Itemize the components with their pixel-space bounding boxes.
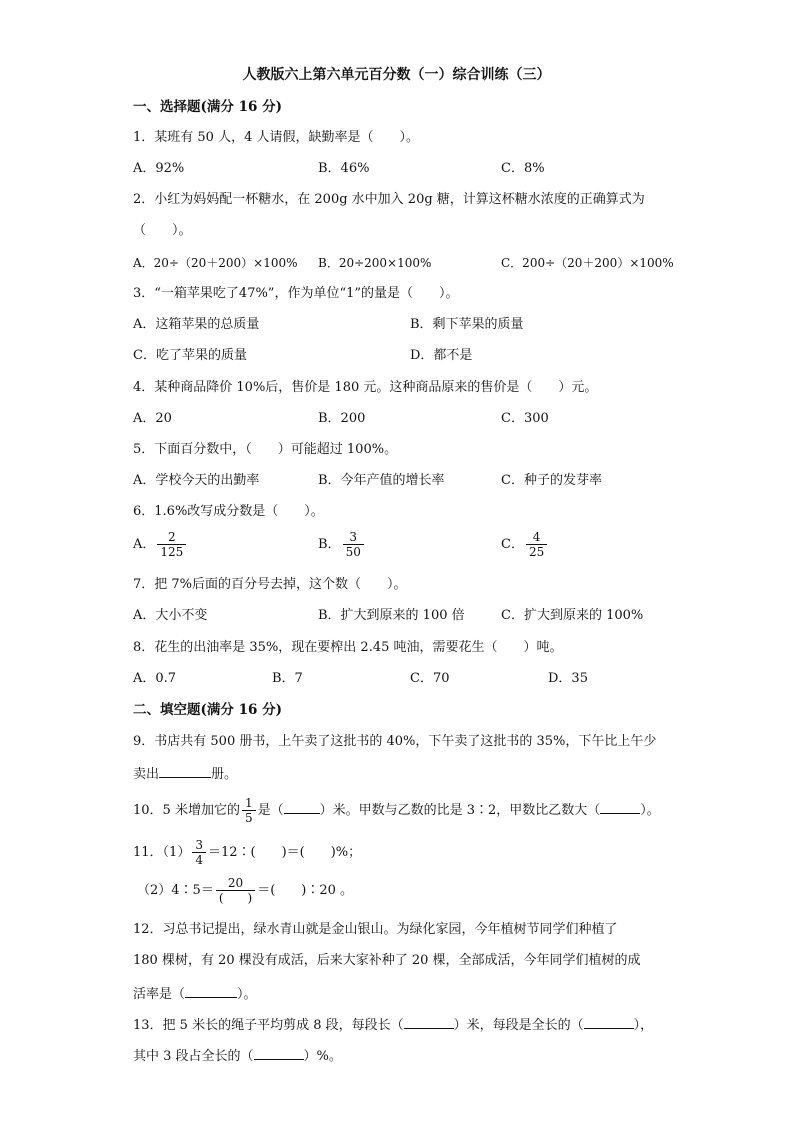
q6-option-a <box>133 530 188 559</box>
q12-answer-blank[interactable] <box>185 983 237 998</box>
question-11-part-1 <box>133 838 361 867</box>
question-2-line-1: 2．小红为妈妈配一杯糖水，在 200g 水中加入 20g 糖，计算这杯糖水浓度的正确算式为 <box>133 192 645 207</box>
q7-option-a: A．大小不变 <box>133 608 208 623</box>
q1-option-b: B．46% <box>318 161 370 176</box>
q13-part-3: ）， <box>633 1018 654 1033</box>
fraction-numerator: 4 <box>526 530 547 545</box>
section-fill-heading: 二、填空题(满分 16 分) <box>133 702 282 718</box>
q1-option-a: A．92% <box>133 161 185 176</box>
question-12-line-1: 12．习总书记提出，绿水青山就是金山银山。为绿化家园，今年植树节同学们种植了 <box>133 922 618 937</box>
q13-part-4: 其中 3 段占全长的（ <box>133 1049 254 1064</box>
question-5: 5．下面百分数中，（ ）可能超过 100%。 <box>133 442 398 457</box>
q10-fraction <box>242 796 256 825</box>
question-9-line-1: 9．书店共有 500 册书，上午卖了这批书的 40%，下午卖了这批书的 35%，下午比上午少 <box>133 734 657 749</box>
fraction-numerator: 1 <box>242 796 256 811</box>
q10-part-2: 是（ <box>257 803 284 818</box>
fraction-denominator: 25 <box>528 545 545 559</box>
q2-option-a: A．20÷（20＋200）×100% <box>133 256 298 270</box>
q6-option-b-label: B． <box>318 537 341 552</box>
q5-option-b: B．今年产值的增长率 <box>318 473 445 488</box>
q6-option-c-fraction <box>526 530 547 559</box>
fraction-numerator: 20 <box>216 876 255 891</box>
q10-part-1: 10．5 米增加它的 <box>133 803 240 818</box>
q13-blank-2[interactable] <box>584 1014 634 1029</box>
q11-1-prefix: 11．（1） <box>133 845 191 860</box>
q11-2-rest: ＝( )∶20 。 <box>257 883 354 898</box>
fraction-denominator: 125 <box>160 545 184 559</box>
fraction-numerator: 3 <box>343 530 364 545</box>
q13-part-5: ）%。 <box>303 1049 342 1064</box>
question-12-line-2: 180 棵树，有 20 棵没有成活，后来大家补种了 20 棵，全部成活，今年同学们植树的成 <box>133 953 641 968</box>
section-choice-heading: 一、选择题(满分 16 分) <box>133 99 282 115</box>
q7-option-c: C．扩大到原来的 100% <box>501 608 644 623</box>
page-title: 人教版六上第六单元百分数（一）综合训练（三） <box>242 67 551 83</box>
q8-option-a: A．0.7 <box>133 671 177 686</box>
q6-option-c <box>501 530 549 559</box>
q9-text-before-blank: 卖出 <box>133 767 160 782</box>
q6-option-b-fraction <box>343 530 364 559</box>
question-11-part-2 <box>137 876 353 905</box>
q6-option-b <box>318 530 366 559</box>
question-4: 4．某种商品降价 10%后，售价是 180 元。这种商品原来的售价是（ ）元。 <box>133 380 598 395</box>
q10-blank-1[interactable] <box>284 799 320 814</box>
fraction-numerator: 2 <box>157 530 186 545</box>
question-13-line-1 <box>133 1014 653 1036</box>
q6-option-a-fraction <box>157 530 186 559</box>
fraction-numerator: 3 <box>192 838 206 853</box>
question-12-line-3 <box>133 983 257 1005</box>
q8-option-d: D．35 <box>548 671 588 686</box>
q6-option-c-label: C． <box>501 537 524 552</box>
q1-option-c: C．8% <box>501 161 545 176</box>
q6-option-a-label: A． <box>133 537 156 552</box>
q4-option-a: A．20 <box>133 411 172 426</box>
q7-option-b: B．扩大到原来的 100 倍 <box>318 608 465 623</box>
question-8: 8．花生的出油率是 35%，现在要榨出 2.45 吨油，需要花生（ ）吨。 <box>133 640 563 655</box>
q11-1-rest: ＝12∶( )＝( )%； <box>207 845 362 860</box>
question-3: 3．“一箱苹果吃了47%”，作为单位“1”的量是（ ）。 <box>133 286 459 301</box>
q5-option-c: C．种子的发芽率 <box>501 473 602 488</box>
question-9-line-2 <box>133 763 237 785</box>
fraction-denominator: ( ) <box>218 891 253 905</box>
question-10 <box>133 796 660 825</box>
fraction-denominator: 4 <box>195 853 203 867</box>
q3-option-c: C．吃了苹果的质量 <box>133 348 247 363</box>
q9-answer-blank[interactable] <box>159 763 211 778</box>
q13-part-2: ）米，每段是全长的（ <box>453 1018 584 1033</box>
fraction-denominator: 5 <box>244 811 253 825</box>
q4-option-b: B．200 <box>318 411 366 426</box>
q5-option-a: A．学校今天的出勤率 <box>133 473 260 488</box>
fraction-denominator: 50 <box>345 545 361 559</box>
q4-option-c: C．300 <box>501 411 549 426</box>
q12-text-before-blank: 活率是（ <box>133 987 186 1002</box>
q10-part-3: ）米。甲数与乙数的比是 3∶2，甲数比乙数大（ <box>319 803 601 818</box>
q11-2-prefix: （2）4∶5＝ <box>137 883 214 898</box>
q13-part-1: 13．把 5 米长的绳子平均剪成 8 段，每段长（ <box>133 1018 404 1033</box>
q8-option-c: C．70 <box>410 671 450 686</box>
question-6: 6．1.6%改写成分数是（ ）。 <box>133 504 324 519</box>
q2-option-c: C．200÷（20＋200）×100% <box>501 256 674 270</box>
q3-option-d: D．都不是 <box>410 348 473 363</box>
q2-option-b: B．20÷200×100% <box>318 256 432 270</box>
q12-text-after-blank: ）。 <box>237 987 257 1002</box>
q3-option-a: A．这箱苹果的总质量 <box>133 317 260 332</box>
q3-option-b: B．剩下苹果的质量 <box>410 317 524 332</box>
q8-option-b: B．7 <box>272 671 303 686</box>
question-1: 1．某班有 50 人，4 人请假，缺勤率是（ ）。 <box>133 130 419 145</box>
q10-part-4: ）。 <box>640 803 660 818</box>
question-2-line-2: （ ）。 <box>133 223 192 238</box>
question-7: 7．把 7%后面的百分号去掉，这个数（ ）。 <box>133 577 407 592</box>
q10-blank-2[interactable] <box>600 799 640 814</box>
question-13-line-2 <box>133 1045 342 1067</box>
q9-text-after-blank: 册。 <box>211 767 238 782</box>
q13-blank-1[interactable] <box>404 1014 454 1029</box>
q13-blank-3[interactable] <box>254 1045 304 1060</box>
q11-2-fraction <box>216 876 255 905</box>
q11-1-fraction <box>192 838 206 867</box>
